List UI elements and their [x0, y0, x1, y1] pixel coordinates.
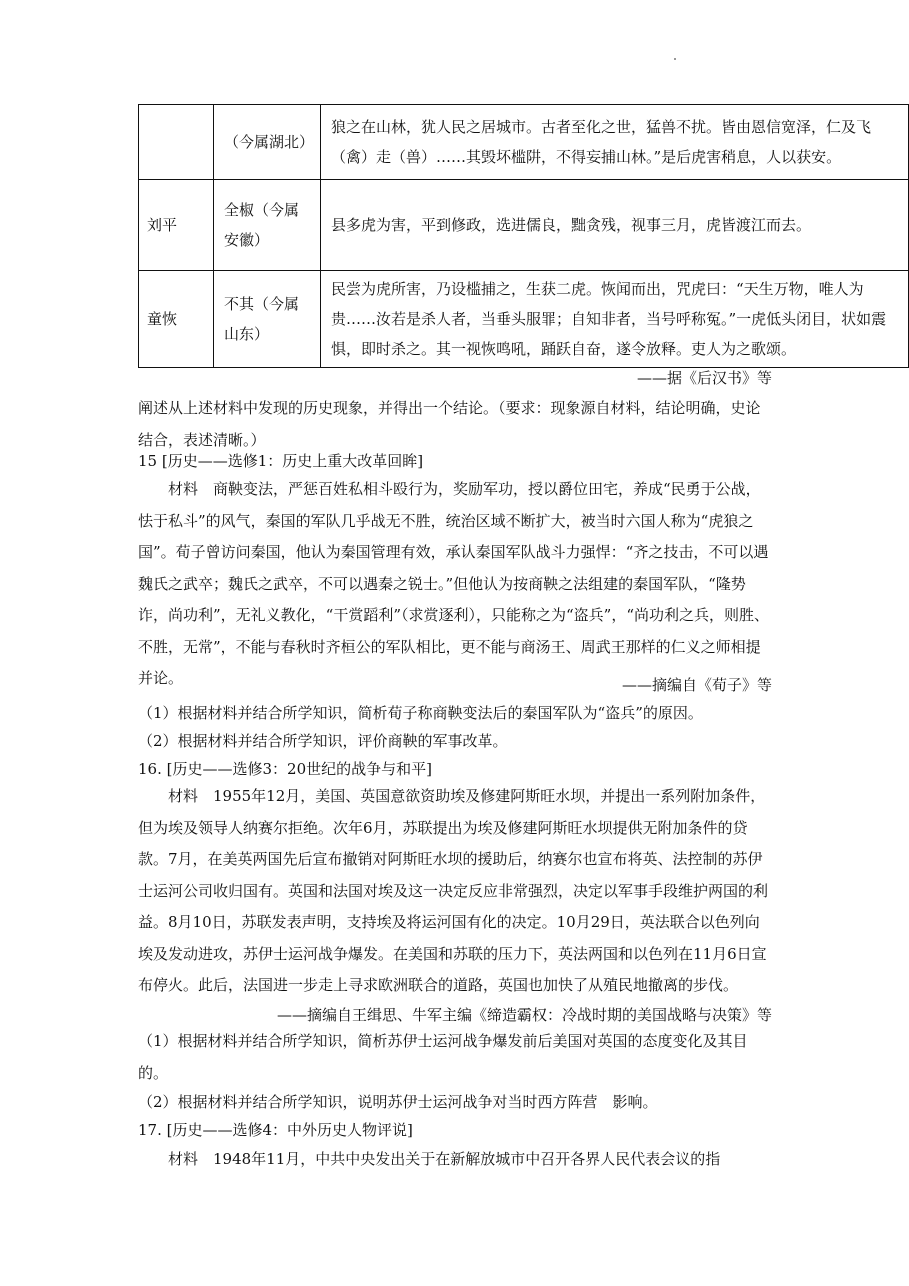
official-name-cell [139, 105, 214, 180]
place-cell: 不其（今属山东） [214, 271, 321, 368]
official-name-cell: 童恢 [139, 271, 214, 368]
q15-question-2: （2）根据材料并结合所学知识，评价商鞅的军事改革。 [138, 732, 508, 750]
q16-question-1: （1）根据材料并结合所学知识，简析苏伊士运河战争爆发前后美国对英国的态度变化及其目的。 [138, 1032, 748, 1082]
q16-heading: 16. [历史——选修3：20世纪的战争与和平] [138, 760, 432, 778]
q16-question-2: （2）根据材料并结合所学知识，说明苏伊士运河战争对当时西方阵营 影响。 [138, 1093, 658, 1111]
table-row [139, 180, 909, 271]
q15-question-1: （1）根据材料并结合所学知识，简析荀子称商鞅变法后的秦国军队为“盗兵”的原因。 [138, 704, 703, 722]
q14-task: 阐述从上述材料中发现的历史现象，并得出一个结论。（要求：现象源自材料，结论明确，史论结合，表述清晰。） [138, 399, 761, 449]
q15-heading: 15 [历史——选修1：历史上重大改革回眸] [138, 452, 424, 470]
q17-material: 材料 1948年11月，中共中央发出关于在新解放城市中召开各界人民代表会议的指 [168, 1150, 721, 1168]
table-source: ——据《后汉书》等 [636, 369, 772, 387]
page-dot [674, 58, 676, 60]
q17-heading: 17. [历史——选修4：中外历史人物评说] [138, 1121, 413, 1139]
record-cell: 民尝为虎所害，乃设槛捕之，生获二虎。恢闻而出，咒虎曰：“天生万物，唯人为贵……汝若是杀人者，当垂头服罪；自知非者，当号呼称冤。”一虎低头闭目，状如震惧，即时杀之。其一视恢鸣吼，踊跃自奋，遂令放释。吏人为之歌颂。 [321, 271, 909, 368]
table-row [139, 271, 909, 368]
q16-material: 材料 1955年12月，美国、英国意欲资助埃及修建阿斯旺水坝，并提出一系列附加条件，但为埃及领导人纳赛尔拒绝。次年6月，苏联提出为埃及修建阿斯旺水坝提供无附加条件的贷款。7月，在美英两国先后宣布撤销对阿斯旺水坝的援助后，纳赛尔也宣布将英、法控制的苏伊士运河公司收归国有。英国和法国对埃及这一决定反应非常强烈，决定以军事手段维护两国的利益。8月10日，苏联发表声明，支持埃及将运河国有化的决定。10月29日，英法联合以色列向埃及发动进攻，苏伊士运河战争爆发。在美国和苏联的压力下，英法两国和以色列在11月6日宣布停火。此后，法国进一步走上寻求欧洲联合的道路，英国也加快了从殖民地撤离的步伐。 [138, 787, 769, 994]
record-cell: 县多虎为害，平到修政，选进儒良，黜贪残，视事三月，虎皆渡江而去。 [321, 180, 909, 271]
table-row [139, 105, 909, 180]
q15-material: 材料 商鞅变法，严惩百姓私相斗殴行为，奖励军功，授以爵位田宅，养成“民勇于公战，怯于私斗”的风气，秦国的军队几乎战无不胜，统治区域不断扩大，被当时六国人称为“虎狼之国”。荀子曾访问秦国，他认为秦国管理有效，承认秦国军队战斗力强悍：“齐之技击，不可以遇魏氏之武卒；魏氏之武卒，不可以遇秦之锐士。”但他认为按商鞅之法组建的秦国军队，“隆势诈，尚功利”，无礼义教化，“干赏蹈利”（求赏逐利），只能称之为“盗兵”，“尚功利之兵，则胜、不胜，无常”，不能与春秋时齐桓公的军队相比，更不能与商汤王、周武王那样的仁义之师相提并论。 [138, 480, 770, 687]
q16-source: ——摘编自王缉思、牛军主编《缔造霸权：冷战时期的美国战略与决策》等 [276, 1006, 772, 1024]
official-name-cell: 刘平 [139, 180, 214, 271]
history-table [138, 104, 909, 368]
record-cell: 狼之在山林，犹人民之居城市。古者至化之世，猛兽不扰。皆由恩信宽泽，仁及飞（禽）走（兽）……其毁坏槛阱，不得妄捕山林。”是后虎害稍息，人以获安。 [321, 105, 909, 180]
place-cell: （今属湖北） [214, 105, 321, 180]
place-cell: 全椒（今属安徽） [214, 180, 321, 271]
q15-source: ——摘编自《荀子》等 [621, 676, 772, 694]
